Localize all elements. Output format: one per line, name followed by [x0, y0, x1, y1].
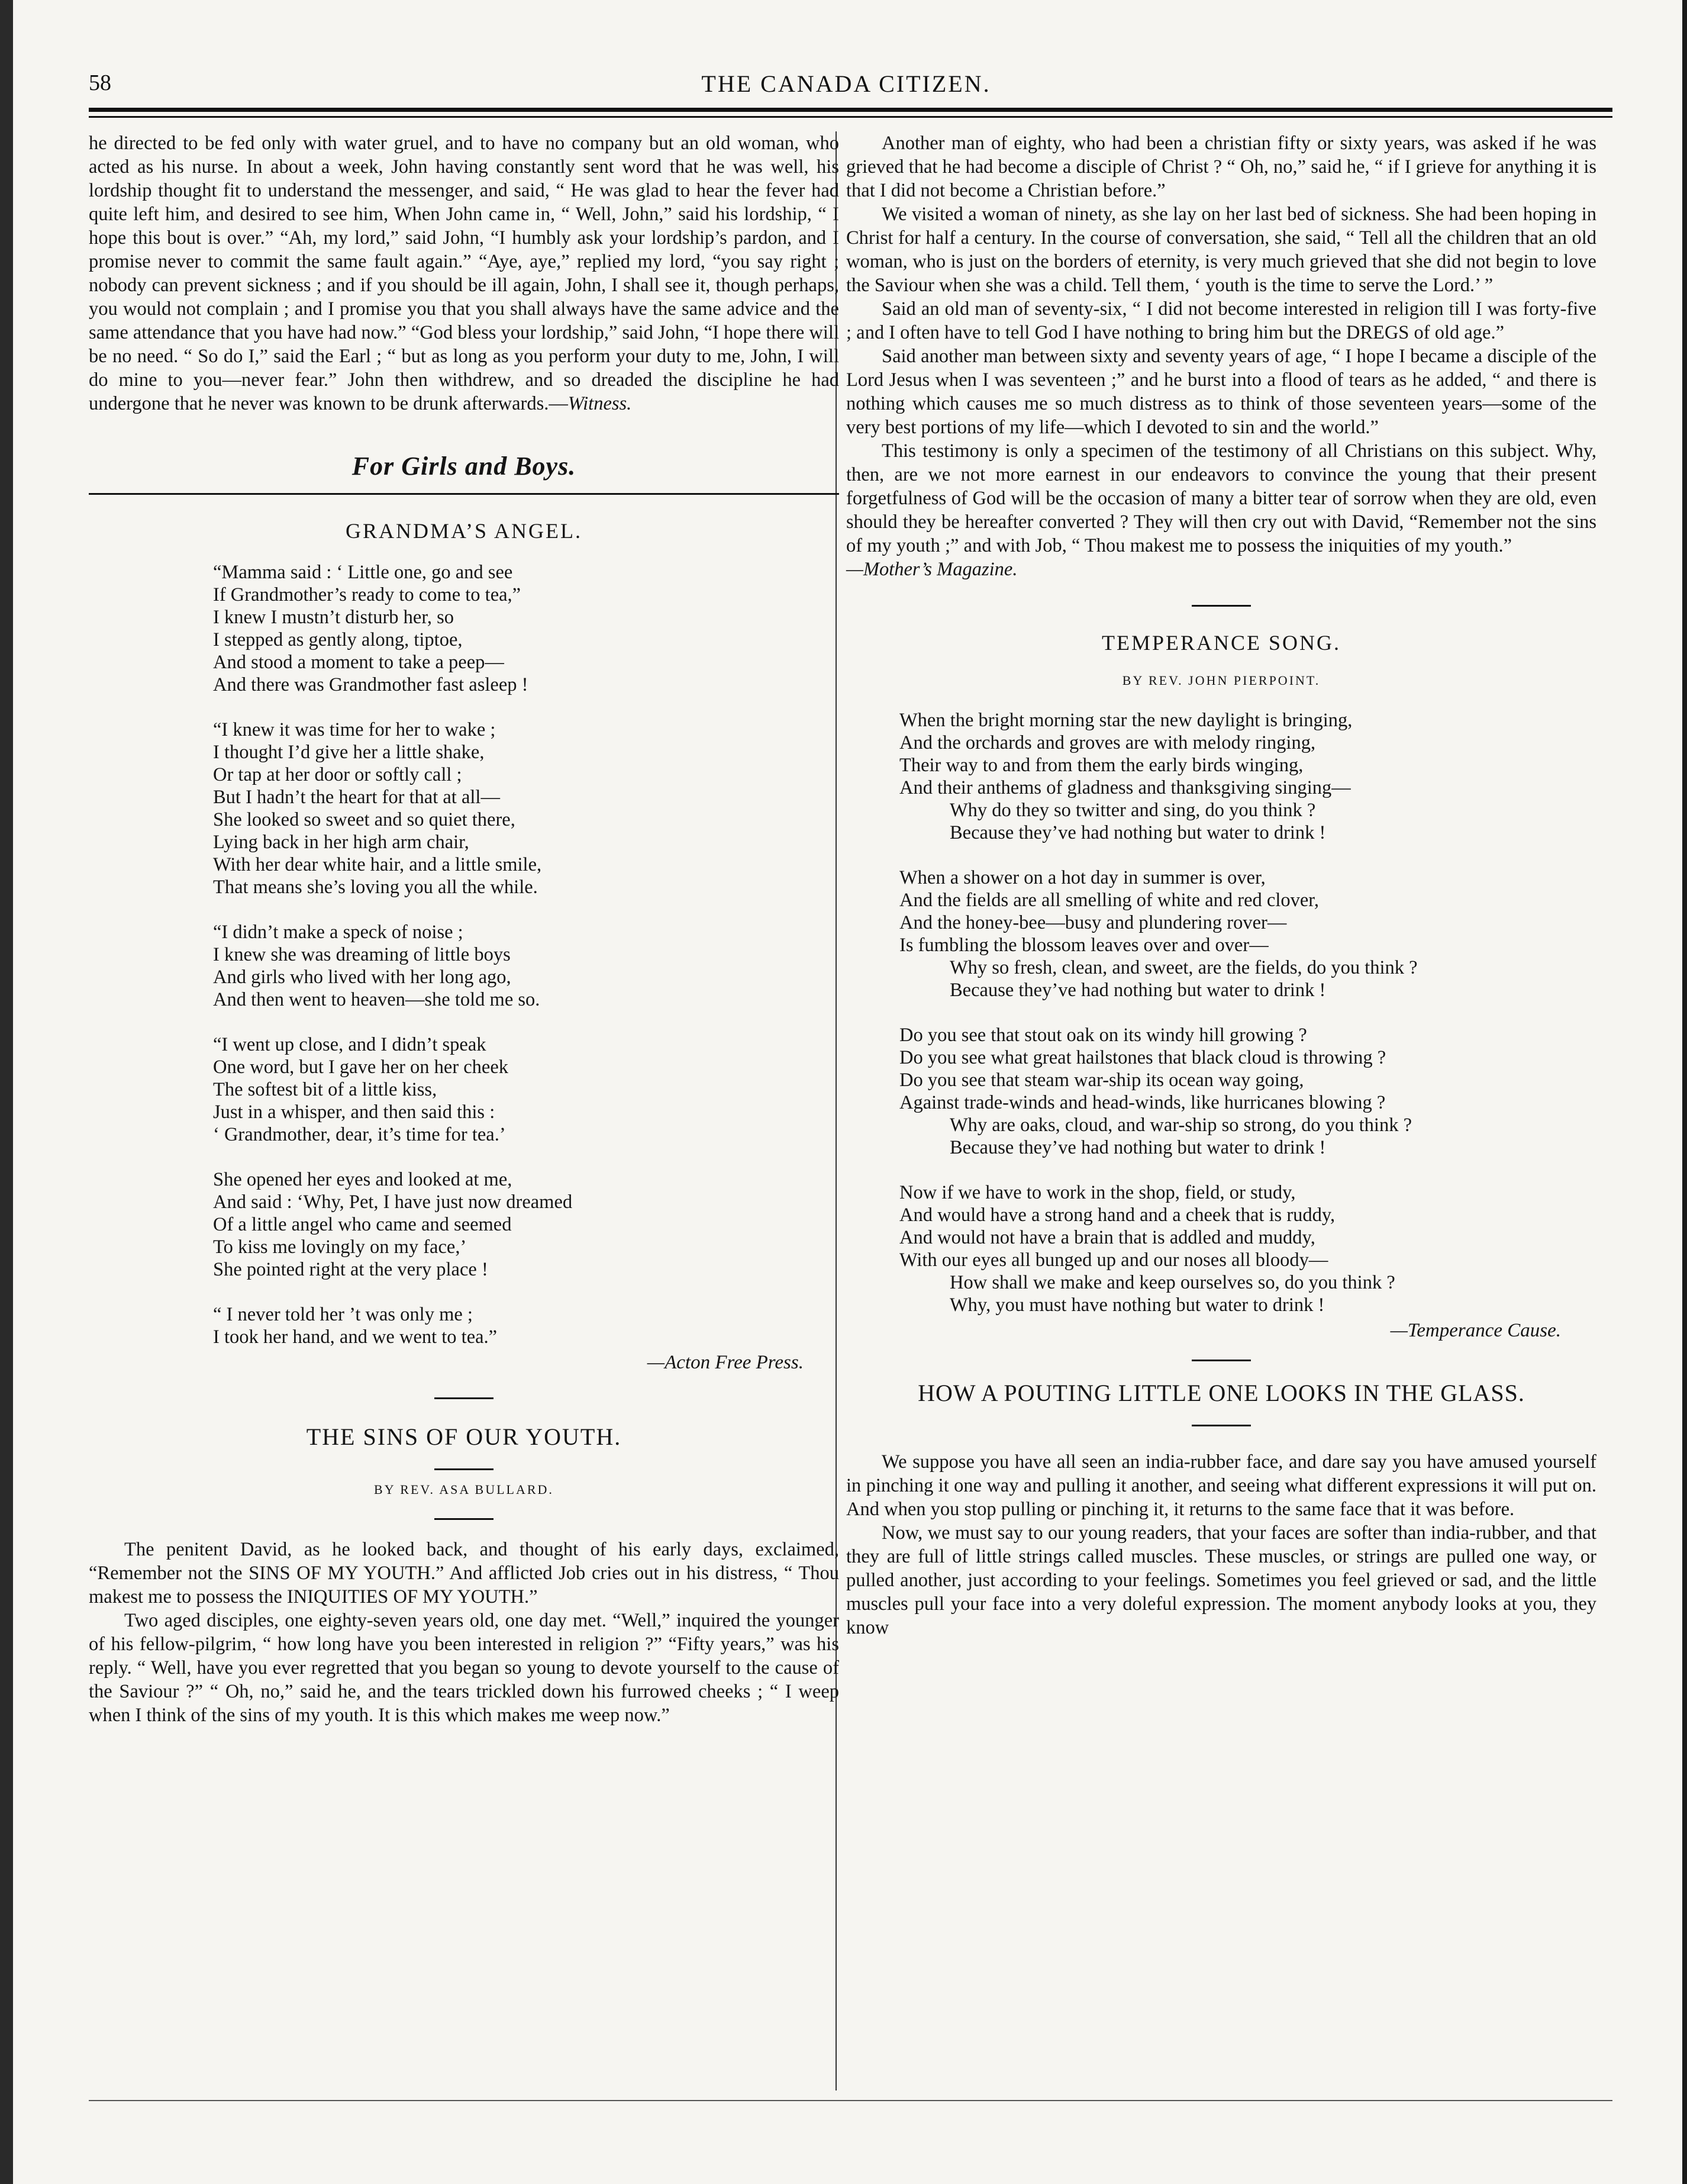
song-line: When a shower on a hot day in summer is over,: [899, 867, 1266, 888]
article-byline: BY REV. ASA BULLARD.: [374, 1482, 554, 1497]
poem-stanza: [213, 719, 839, 898]
poem-line: She opened her eyes and looked at me,: [213, 1169, 512, 1190]
song-stanza: [899, 1181, 1596, 1316]
song-line: Why are oaks, cloud, and war-ship so strong, do you think ?: [950, 1114, 1412, 1136]
song-line: Do you see that stout oak on its windy hill growing ?: [899, 1025, 1307, 1046]
continued-story: [89, 131, 839, 415]
poem-line: “ I never told her ’t was only me ;: [213, 1304, 473, 1325]
article-paragraph: Said an old man of seventy-six, “ I did not become interested in religion till I was forty-five ; and I often have to tell God I have nothing to bring him but the DREGS of old age.”: [846, 298, 1596, 343]
poem-line: I stepped as gently along, tiptoe,: [213, 629, 463, 650]
article-paragraph: We visited a woman of ninety, as she lay on her last bed of sickness. She had been hoping in Christ for half a century. In the course of conversation, she said, “ Tell all the children that an old woman, who is just on the borders of eternity, is very much grieved that she did not begin to love the Saviour when she was a child. Tell them, ‘ youth is the time to serve the Lord.’ ”: [846, 204, 1596, 296]
song-line: How shall we make and keep ourselves so, do you think ?: [950, 1272, 1395, 1293]
poem-line: Or tap at her door or softly call ;: [213, 764, 462, 785]
poem-line: She pointed right at the very place !: [213, 1259, 488, 1280]
poem-line: One word, but I gave her on her cheek: [213, 1056, 509, 1078]
poem-source: —Acton Free Press.: [647, 1352, 804, 1373]
poem-stanza: [213, 561, 839, 696]
separator-rule: [434, 1468, 493, 1470]
separator-rule: [1192, 605, 1251, 607]
poem-line: “I knew it was time for her to wake ;: [213, 719, 496, 740]
article-paragraph: We suppose you have all seen an india-rubber face, and dare say you have amused yourself in pinching it one way and pulling it another, and seeing what different expressions it will put on. And when you stop pulling or pinching it, it returns to the same face that it was before.: [846, 1451, 1596, 1520]
separator-rule: [434, 1518, 493, 1520]
continued-story-source: Witness.: [567, 393, 632, 414]
song-line: With our eyes all bunged up and our noses all bloody—: [899, 1249, 1328, 1271]
song-line: Because they’ve had nothing but water to drink !: [950, 1137, 1326, 1158]
poem-line: I knew she was dreaming of little boys: [213, 944, 511, 965]
song-line: And the orchards and groves are with melody ringing,: [899, 732, 1316, 753]
article-paragraph: This testimony is only a specimen of the testimony of all Christians on this subject. Why, then, are we not more earnest in our endeavors to convince the young that their present forgetfulness of God will be the occasion of many a bitter tear of sorrow when they are old, even should they be hereafter converted ? They will then cry out with David, “Remember not the sins of my youth ;” and with Job, “ Thou makest me to possess the iniquities of my youth.”: [846, 440, 1596, 556]
page-header: [89, 70, 1604, 105]
scan-edge-right: [1682, 0, 1687, 2184]
song-line: When the bright morning star the new daylight is bringing,: [899, 710, 1353, 731]
continued-story-text: he directed to be fed only with water gruel, and to have no company but an old woman, who acted as his nurse. In about a week, John having constantly sent word that he was well, his lordship thought fit to understand the messenger, and said, “ He was glad to hear the fever had quite left him, and desired to see him, When John came in, “ Well, John,” said his lordship, “ I hope this bout is over.” “Ah, my lord,” said John, “I humbly ask your lordship’s pardon, and I promise never to commit the same fault again.” “Aye, aye,” replied my lord, “you say right ; nobody can prevent sickness ; and if you should be ill again, John, I shall see it, though perhaps, you would not complain ; and I promise you that you shall always have the same advice and the same attendance that you have had now.” “God bless your lordship,” said John, “I hope there will be no need. “ So do I,” said the Earl ; “ but as long as you perform your duty to me, John, I will do mine to you—never fear.” John then withdrew, and so dreaded the discipline he had undergone that he never was known to be drunk afterwards.—: [89, 133, 839, 414]
song-title: TEMPERANCE SONG.: [1101, 631, 1341, 655]
page-bottom-rule: [89, 2100, 1612, 2101]
poem-line: “I didn’t make a speck of noise ;: [213, 922, 463, 943]
article-paragraph: Said another man between sixty and seventy years of age, “ I hope I became a disciple of the Lord Jesus when I was seventeen ;” and he burst into a flood of tears as he added, “ and there is nothing which causes me so much distress as to think of those seventeen years—some of the very best portions of my life—which I devoted to sin and the world.”: [846, 346, 1596, 438]
poem-line: “Mamma said : ‘ Little one, go and see: [213, 562, 513, 583]
publication-title: THE CANADA CITIZEN.: [701, 70, 991, 97]
poem-stanza: [213, 1168, 839, 1281]
song-line: Why do they so twitter and sing, do you think ?: [950, 800, 1316, 821]
poem-line: The softest bit of a little kiss,: [213, 1079, 437, 1100]
poem-line: And then went to heaven—she told me so.: [213, 989, 540, 1010]
song-line: Now if we have to work in the shop, field, or study,: [899, 1182, 1296, 1203]
article-paragraph: The penitent David, as he looked back, and thought of his early days, exclaimed, “Remember not the SINS OF MY YOUTH.” And afflicted Job cries out in his distress, “ Thou makest me to possess the INIQUITIES OF MY YOUTH.”: [89, 1539, 839, 1608]
song-line: Is fumbling the blossom leaves over and over—: [899, 935, 1269, 956]
article-title: HOW A POUTING LITTLE ONE LOOKS IN THE GLASS.: [918, 1380, 1525, 1406]
song-line: Why, you must have nothing but water to drink !: [950, 1294, 1325, 1316]
song-byline: BY REV. JOHN PIERPOINT.: [1122, 673, 1321, 688]
song-line: Because they’ve had nothing but water to drink !: [950, 980, 1326, 1001]
poem-line: ‘ Grandmother, dear, it’s time for tea.’: [213, 1124, 506, 1145]
poem-line: I knew I mustn’t disturb her, so: [213, 607, 454, 628]
poem-stanza: [213, 921, 839, 1011]
poem-line: To kiss me lovingly on my face,’: [213, 1236, 467, 1258]
song-line: And the fields are all smelling of white and red clover,: [899, 890, 1319, 911]
song-line: And would have a strong hand and a cheek that is ruddy,: [899, 1204, 1336, 1226]
article-paragraph: Two aged disciples, one eighty-seven years old, one day met. “Well,” inquired the younger of his fellow-pilgrim, “ how long have you been interested in religion ?” “Fifty years,” was his reply. “ Well, have you ever regretted that you began so young to devote yourself to the cause of the Saviour ?” “ Oh, no,” said he, and the tears trickled down his furrowed cheeks ; “ I weep when I think of the sins of my youth. It is this which makes me weep now.”: [89, 1610, 839, 1726]
song-line: Do you see what great hailstones that black cloud is throwing ?: [899, 1047, 1386, 1068]
page-number: 58: [89, 70, 111, 95]
song-line: Why so fresh, clean, and sweet, are the fields, do you think ?: [950, 957, 1418, 978]
song-line: Their way to and from them the early birds winging,: [899, 755, 1304, 776]
article-paragraph: Now, we must say to our young readers, that your faces are softer than india-rubber, and that they are full of little strings called muscles. These muscles, or strings are pulled one way, or pulled another, just according to your feelings. Sometimes you feel grieved or sad, and the little muscles pull your face into a very doleful expression. The moment anybody looks at you, they know: [846, 1522, 1596, 1638]
song-line: Against trade-winds and head-winds, like hurricanes blowing ?: [899, 1092, 1386, 1113]
poem-line: She looked so sweet and so quiet there,: [213, 809, 515, 830]
article-title: THE SINS OF OUR YOUTH.: [306, 1423, 622, 1450]
poem-stanza: [213, 1033, 839, 1146]
poem-line: I took her hand, and we went to tea.”: [213, 1326, 498, 1348]
poem-title: GRANDMA’S ANGEL.: [345, 519, 583, 543]
poem-line: And said : ‘Why, Pet, I have just now dreamed: [213, 1191, 573, 1213]
song-stanza: [899, 709, 1596, 844]
poem-line: “I went up close, and I didn’t speak: [213, 1034, 486, 1055]
song-line: And their anthems of gladness and thanksgiving singing—: [899, 777, 1351, 798]
poem-line: But I hadn’t the heart for that at all—: [213, 787, 500, 808]
song-stanza: [899, 1024, 1596, 1159]
separator-rule: [1192, 1425, 1251, 1426]
poem-line: If Grandmother’s ready to come to tea,”: [213, 584, 521, 605]
poem-stanza: [213, 1303, 839, 1348]
scan-edge-left: [0, 0, 13, 2184]
article-paragraph: Another man of eighty, who had been a christian fifty or sixty years, was asked if he was grieved that he had become a disciple of Christ ? “ Oh, no,” said he, “ if I grieve for anything it is that I did not become a Christian before.”: [846, 133, 1596, 201]
poem-line: And there was Grandmother fast asleep !: [213, 674, 528, 695]
poem-line: And stood a moment to take a peep—: [213, 652, 504, 673]
song-line: Because they’ve had nothing but water to drink !: [950, 822, 1326, 843]
separator-rule: [434, 1397, 493, 1399]
poem-line: With her dear white hair, and a little smile,: [213, 854, 542, 875]
right-column: [846, 131, 1596, 1639]
section-heading: For Girls and Boys.: [351, 452, 576, 481]
poem-line: That means she’s loving you all the while.: [213, 877, 538, 898]
header-rule-thin: [89, 116, 1612, 118]
article-source: —Mother’s Magazine.: [846, 559, 1018, 580]
song-stanza: [899, 866, 1596, 1001]
poem-line: Lying back in her high arm chair,: [213, 832, 469, 853]
left-column: [89, 131, 839, 1727]
song-line: And the honey-bee—busy and plundering rover—: [899, 912, 1287, 933]
song-line: Do you see that steam war-ship its ocean way going,: [899, 1070, 1304, 1091]
poem-line: And girls who lived with her long ago,: [213, 967, 511, 988]
poem-line: Of a little angel who came and seemed: [213, 1214, 512, 1235]
song-line: And would not have a brain that is addled and muddy,: [899, 1227, 1315, 1248]
section-rule: [89, 493, 839, 495]
separator-rule: [1192, 1360, 1251, 1361]
poem-line: I thought I’d give her a little shake,: [213, 742, 485, 763]
poem-line: Just in a whisper, and then said this :: [213, 1101, 495, 1123]
song-source: —Temperance Cause.: [1390, 1320, 1561, 1341]
header-rule-thick: [89, 108, 1612, 112]
